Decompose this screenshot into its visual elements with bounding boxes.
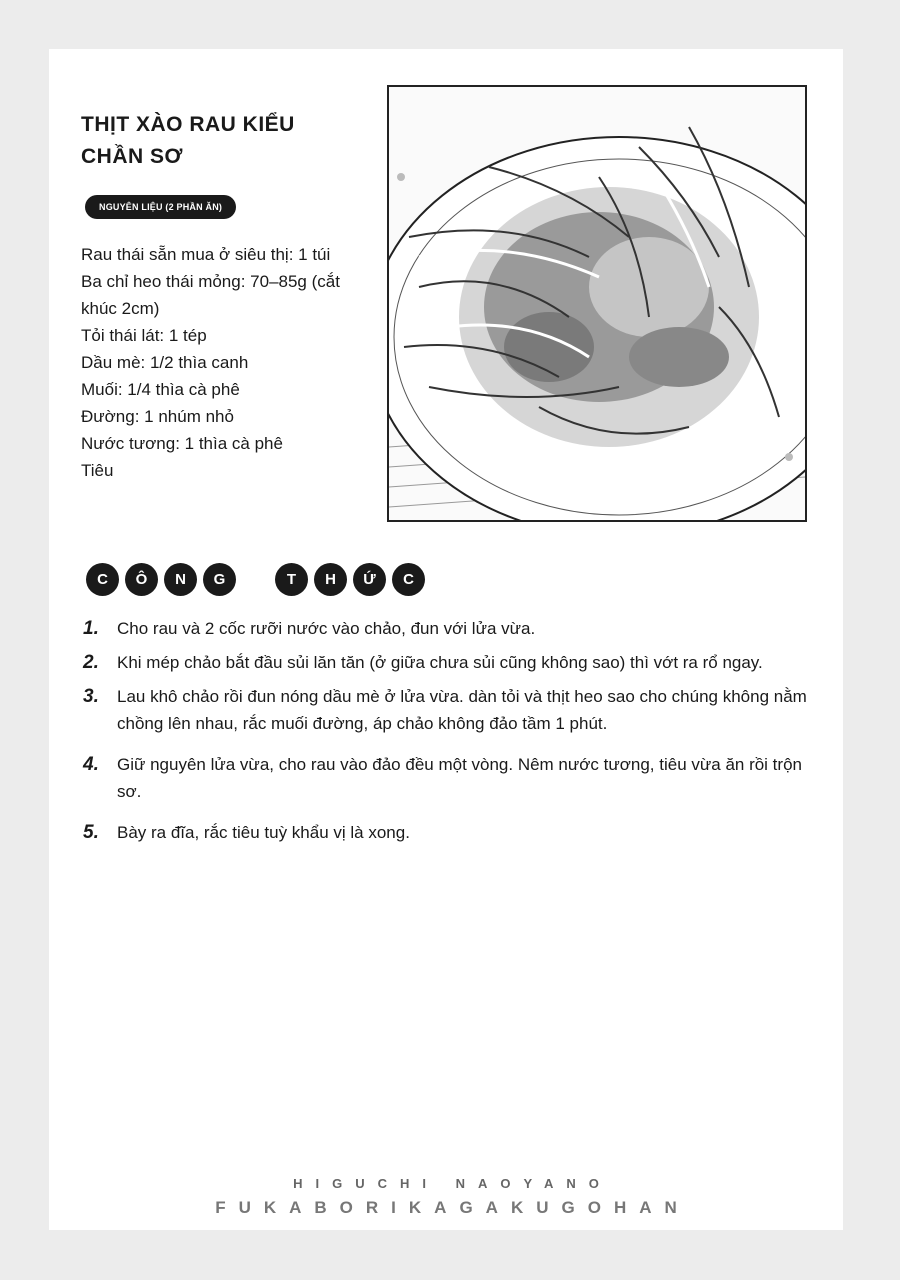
step-item [83, 819, 823, 846]
step-number: 5. [83, 822, 99, 843]
ingredients-badge: NGUYÊN LIỆU (2 PHẦN ĂN) [85, 195, 236, 219]
method-heading [86, 563, 425, 596]
method-heading-letter: C [392, 563, 425, 596]
ingredient-item: Tiêu [81, 461, 114, 480]
recipe-page [49, 49, 843, 1230]
ingredient-item: Tỏi thái lát: 1 tép [81, 326, 207, 345]
ingredient-item: Muối: 1/4 thìa cà phê [81, 380, 240, 399]
recipe-title [81, 109, 351, 173]
step-item [83, 615, 823, 642]
step-text: Lau khô chảo rồi đun nóng dầu mè ở lửa vừa. dàn tỏi và thịt heo sao cho chúng không nằm chồng lên nhau, rắc muối đường, áp chảo không đảo tầm 1 phút. [117, 687, 807, 733]
recipe-title-line-2: CHẦN SƠ [81, 145, 183, 168]
step-number: 1. [83, 618, 99, 639]
method-heading-letter: Ứ [353, 563, 386, 596]
method-heading-letter: H [314, 563, 347, 596]
footer-series: FUKABORIKAGAKUGOHAN [215, 1198, 690, 1217]
step-text: Cho rau và 2 cốc rưỡi nước vào chảo, đun với lửa vừa. [117, 619, 536, 638]
footer-author: HIGUCHI NAOYANO [293, 1176, 612, 1191]
ingredient-item: Rau thái sẵn mua ở siêu thị: 1 túi [81, 245, 331, 264]
step-item [83, 683, 823, 737]
step-item [83, 649, 823, 676]
ingredient-item: Ba chỉ heo thái mỏng: 70–85g (cắt khúc 2cm) [81, 272, 340, 318]
step-text: Bày ra đĩa, rắc tiêu tuỳ khẩu vị là xong. [117, 823, 410, 842]
recipe-title-line-1: THỊT XÀO RAU KIỂU [81, 113, 295, 136]
step-number: 4. [83, 754, 99, 775]
method-heading-letter: C [86, 563, 119, 596]
dish-illustration [387, 85, 807, 522]
ingredient-item: Nước tương: 1 thìa cà phê [81, 434, 283, 453]
step-item [83, 751, 823, 805]
dish-illustration-art [389, 87, 805, 520]
ingredients-list [81, 241, 371, 484]
step-text: Khi mép chảo bắt đầu sủi lăn tăn (ở giữa chưa sủi cũng không sao) thì vớt ra rổ ngay. [117, 653, 763, 672]
method-heading-letter: Ô [125, 563, 158, 596]
ingredient-item: Dầu mè: 1/2 thìa canh [81, 353, 249, 372]
step-text: Giữ nguyên lửa vừa, cho rau vào đảo đều một vòng. Nêm nước tương, tiêu vừa ăn rồi trộn sơ. [117, 755, 802, 801]
step-number: 2. [83, 652, 99, 673]
step-number: 3. [83, 686, 99, 707]
method-heading-letter: G [203, 563, 236, 596]
method-steps [83, 615, 823, 853]
method-heading-letter: N [164, 563, 197, 596]
method-heading-letter: T [275, 563, 308, 596]
heading-word-gap [242, 563, 269, 596]
ingredient-item: Đường: 1 nhúm nhỏ [81, 407, 234, 426]
